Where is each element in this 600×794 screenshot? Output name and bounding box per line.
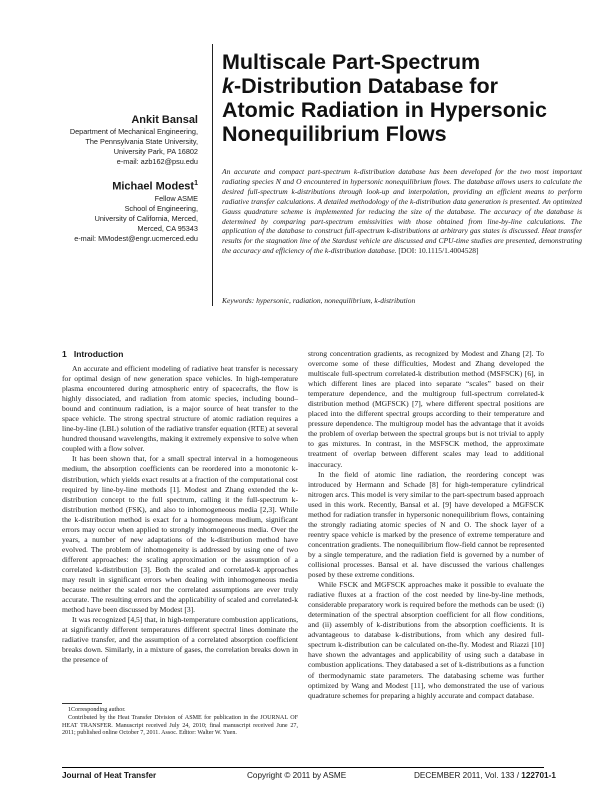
author-affiliation-line: University Park, PA 16802 (113, 147, 198, 156)
doi-link[interactable]: [DOI: 10.1115/1.4004528] (398, 246, 479, 256)
author-affiliation-line: School of Engineering, (124, 203, 198, 213)
paragraph: In the field of atomic line radiation, the reordering concept was introduced by Hermann and Schade [8] for high-temperature cylindrical nitrogen arcs. This model is very similar to the part-spectrum based approach used in this work. Recently, Bansal et al. [9] have developed a MGFSCK method for radiation transfer in hypersonic nonequilibrium flows, containing the strongly radiating atomic species of N and O. The shock layer of a reentry space vehicle is marked by the presence of extreme temperature and concentration gradients. The nonequilibrium flow-field cannot be represented by a single temperature, and the radiation field is governed by a number of collisional processes. Bansal et al. have discussed the various challenges posed by these extreme conditions. (308, 469, 544, 580)
author-affiliation-line: Fellow ASME (154, 193, 198, 203)
author-email[interactable]: e-mail: azb162@psu.edu (116, 157, 198, 166)
author-affiliation-line: The Pennsylvania State University, (85, 137, 198, 146)
paragraph: While FSCK and MGFSCK approaches make it possible to evaluate the radiative fluxes at a fraction of the cost needed by line-by-line methods, considerable preparatory work is required before the methods can be used: (i) determination of the spectral absorption coefficient for all flow conditions, and (ii) assembly of k-distributions from the absorption coefficients. It is advantageous to database k-distributions, from which any desired full-spectrum k-distribution can be calculated on-the-fly. Modest and Riazzi [10] have shown the advantages and applicability of using such a database in combustion applications. They databased a set of k-distributions as a function of thermodynamic state parameters. The databasing scheme was further optimized by Wang and Modest [11], who demonstrated the use of various quadrature schemes for preparing a highly accurate and compact database. (308, 580, 544, 700)
author-affiliation-line: Merced, CA 95343 (137, 223, 198, 233)
footer-issue (414, 771, 556, 780)
author-name: Ankit Bansal (131, 114, 198, 126)
paper-title (222, 50, 582, 146)
paragraph: It has been shown that, for a small spectral interval in a homogeneous medium, the absorption coefficients can be reordered into a monotonic k-distribution, which yields exact results at a fraction of the computational cost required by line-by-line methods [1]. Modest and Zhang extended the k-distribution concept to the full spectrum, calling it the full-spectrum k-distribution method (FSK), and also to inhomogeneous media [2,3]. While the k-distribution method is exact for a homogeneous medium, significant errors may occur when applied to strongly inhomogeneous media. Over the years, a number of new adaptations of the k-distribution method have evolved. The problem of inhomogeneity is addressed by using one of two different approaches: the scaling approximation or the assumption of a correlated k-distribution [3]. Both the scaled and correlated-k approaches may result in significant errors when dealing with inhomogeneous media because neither the scaled nor the correlated assumptions are ever truly accurate. The resulting errors and the applicability of scaled and correlated-k method have been discussed by Modest [3]. (62, 454, 298, 615)
author-footnote-mark: 1 (194, 180, 198, 187)
section-heading (62, 349, 123, 359)
footnotes (62, 707, 298, 738)
author-name-text: Michael Modest (112, 180, 195, 193)
paragraph: It was recognized [4,5] that, in high-temperature combustion applications, at significantly different temperatures different spectral lines dominate the radiative transfer, and the assumption of a correlated absorption coefficient breaks down. Similarly, in a mixture of gases, the correlation breaks down in the presence of (62, 615, 298, 665)
title-line-2-rest: -Distribution Database for (233, 74, 498, 98)
paragraph: strong concentration gradients, as recognized by Modest and Zhang [2]. To overcome some of these difficulties, Modest and Zhang developed the multiscale full-spectrum correlated-k distribution method (MSFSCK) [6], in which different lines are placed into separate “scales” based on their temperature dependence, and the multigroup full-spectrum correlated-k distribution method (MGFSCK) [7], where different spectral positions are placed into the different spectral groups according to their temperature and pressure dependence. The multigroup model has the advantage that it avoids the problem of overlap between the spectral groups but is not trivial to apply to gas mixtures. In contrast, in the MSFSCK method, the approximate treatment of overlap between different scales may lead to additional inaccuracy. (308, 349, 544, 469)
author-name (20, 177, 198, 194)
footer-rule (62, 767, 544, 768)
title-line-4: Nonequilibrium Flows (222, 122, 447, 146)
section-number: 1 (62, 349, 67, 359)
footer-issue-text: DECEMBER 2011, Vol. 133 / (414, 771, 519, 780)
body-column-right (308, 349, 544, 701)
footnote: Contributed by the Heat Transfer Division of ASME for publication in the JOURNAL OF HEAT TRANSFER. Manuscript received July 24, 2010; final manuscript received June 27, 2011; published online October 7, 2011. Assoc. Editor: Walter W. Yuen. (62, 714, 298, 737)
footer-journal: Journal of Heat Transfer (62, 771, 157, 780)
footnote: 1Corresponding author. (68, 707, 126, 713)
abstract (222, 167, 582, 256)
abstract-text: An accurate and compact part-spectrum k-distribution database has been developed for the two most important radiating species N and O encountered in hypersonic nonequilibrium flows. The database allows users to calculate the desired full-spectrum k-distributions through look-up and interpolation, providing an efficient means to perform radiative transfer calculations. A detailed methodology of the k-distribution data generation is presented. An optimized Gauss quadrature scheme is implemented for reducing the size of the database. The accuracy of the database is determined by comparing part-spectrum emissivities with those obtained from line-by-line calculations. The application of the database to construct full-spectrum k-distributions at arbitrary gas states is discussed. Heat transfer results for the stagnation line of the Stardust vehicle are discussed and CPU-time studies are presented, demonstrating the accuracy and efficiency of the k-distribution database. (222, 167, 582, 256)
author-email[interactable]: e-mail: MModest@engr.ucmerced.edu (74, 233, 198, 243)
body-column-left (62, 364, 298, 665)
keywords: Keywords: hypersonic, radiation, nonequilibrium, k-distribution (222, 296, 416, 305)
title-italic-k: k (222, 74, 234, 98)
title-line-2 (222, 74, 582, 98)
paragraph: An accurate and efficient modeling of radiative heat transfer is necessary for optimal design of new generation space vehicles. In high-temperature plasma encountered during atmospheric entry of spacecrafts, the flow is highly dissociated, and radiation from atomic species, including bound–bound and continuum radiation, is a major source of heat transfer to the space vehicle. The strong spectral structure of atomic radiation requires a line-by-line (LBL) solution of the radiative transfer equation (RTE) at several hundred thousand wavelengths, making it extremely expensive to solve when coupled with a flow solver. (62, 364, 298, 454)
author-block (20, 113, 198, 244)
footnote-rule (62, 703, 102, 704)
title-divider-line (212, 44, 213, 306)
footer-page-number: 122701-1 (521, 771, 556, 780)
title-line-1: Multiscale Part-Spectrum (222, 50, 481, 74)
section-title: Introduction (73, 349, 124, 359)
title-line-3: Atomic Radiation in Hypersonic (222, 98, 547, 122)
author-affiliation-line: Department of Mechanical Engineering, (69, 127, 198, 136)
author-affiliation-line: University of California, Merced, (94, 213, 198, 223)
footer-copyright: Copyright © 2011 by ASME (247, 771, 347, 780)
